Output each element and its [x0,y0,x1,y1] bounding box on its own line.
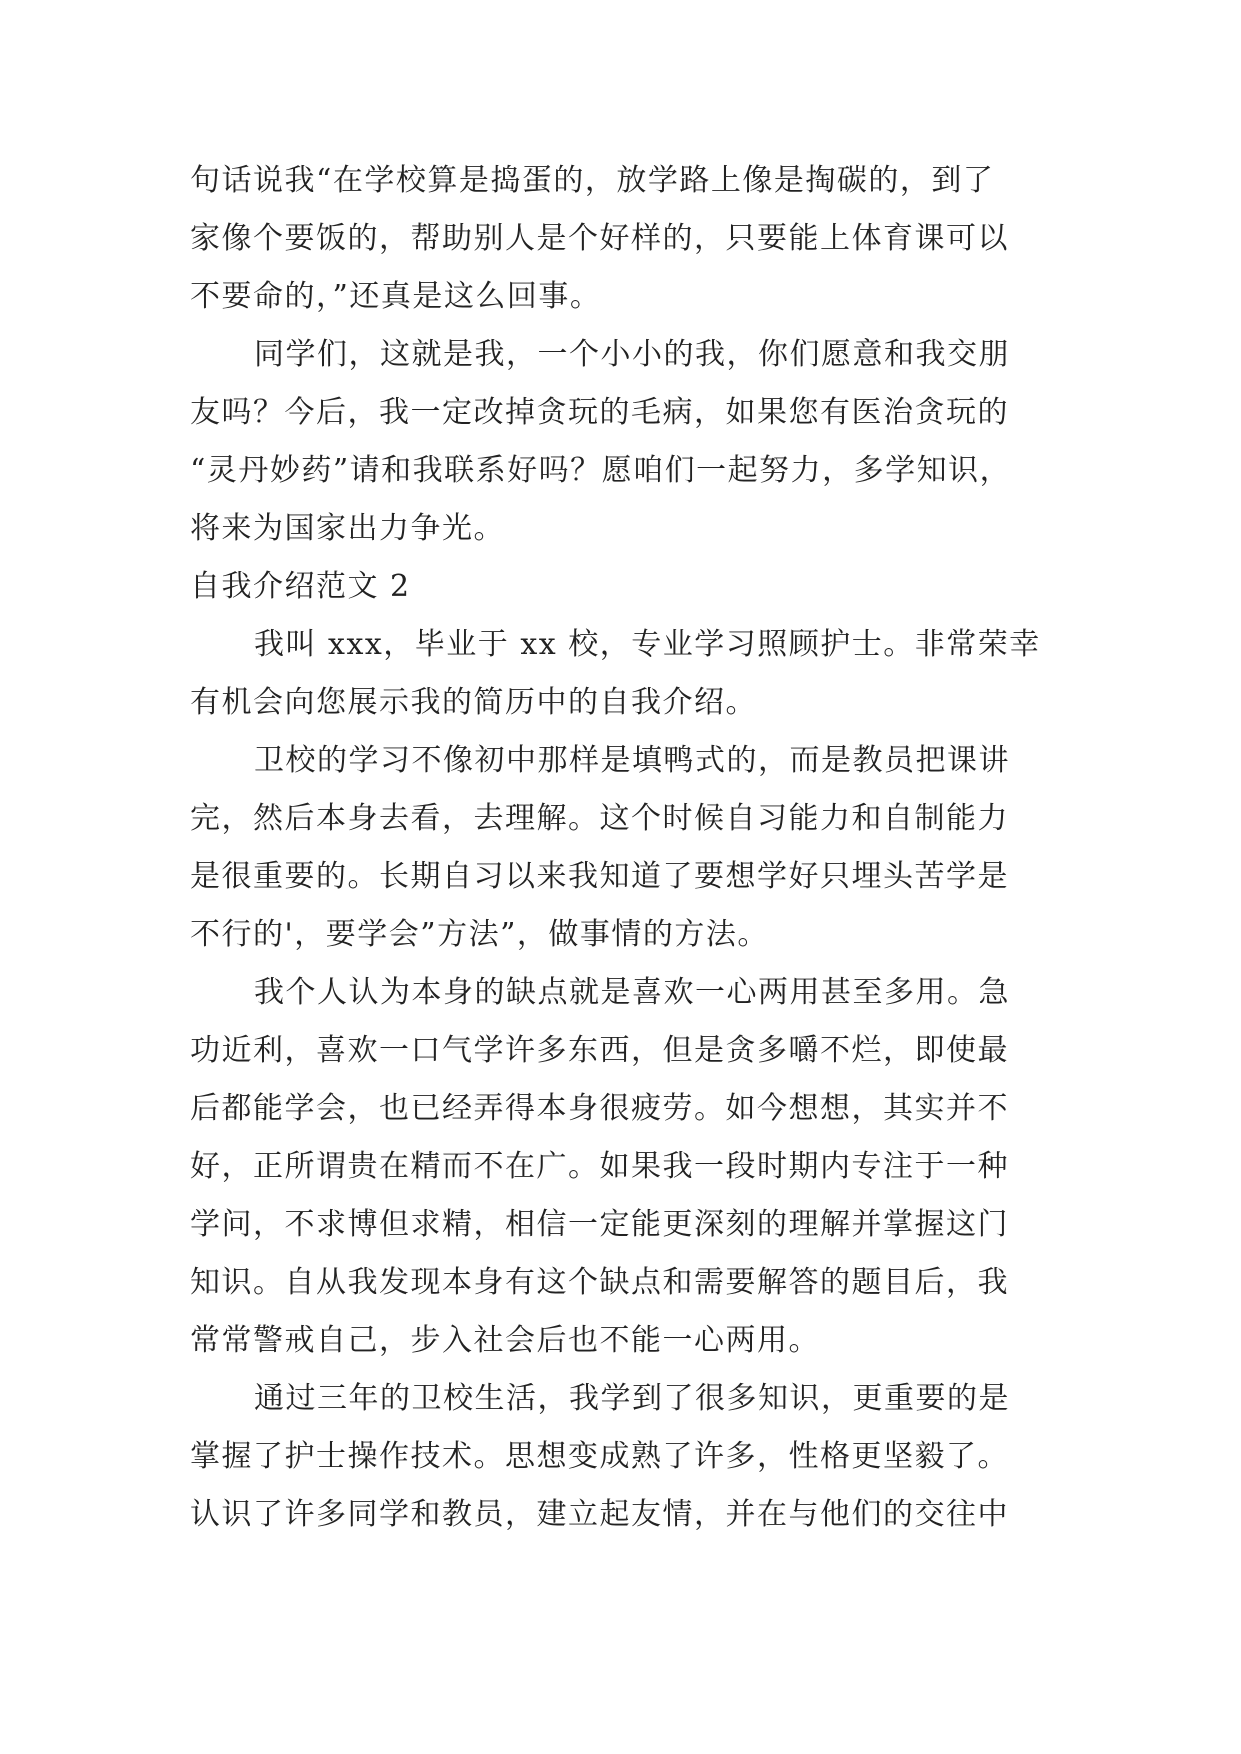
text-line: 家像个要饭的，帮助别人是个好样的，只要能上体育课可以 [190,221,1009,256]
paragraph [190,732,1070,964]
text-line: 掌握了护士操作技术。思想变成熟了许多，性格更坚毅了。 [190,1439,1009,1474]
paragraph [190,964,1070,1370]
document-body [190,152,1070,1544]
text-line: 同学们，这就是我，一个小小的我，你们愿意和我交朋 [254,337,1010,372]
text-line: 友吗？今后，我一定改掉贪玩的毛病，如果您有医治贪玩的 [190,395,1009,430]
text-line: 有机会向您展示我的简历中的自我介绍。 [190,685,757,720]
text-line: 不要命的，”还真是这么回事。 [190,279,602,314]
text-line: 知识。自从我发现本身有这个缺点和需要解答的题目后，我 [190,1265,1009,1300]
text-line: 常常警戒自己，步入社会后也不能一心两用。 [190,1323,820,1358]
paragraph [190,152,1070,326]
text-line: 好，正所谓贵在精而不在广。如果我一段时期内专注于一种 [190,1149,1009,1184]
text-line: 是很重要的。长期自习以来我知道了要想学好只埋头苦学是 [190,859,1009,894]
text-line: 不行的'，要学会”方法”，做事情的方法。 [190,917,769,952]
text-line: 句话说我“在学校算是捣蛋的，放学路上像是掏碳的，到了 [190,163,995,198]
text-line: 卫校的学习不像初中那样是填鸭式的，而是教员把课讲 [254,743,1010,778]
text-line: 学问，不求博但求精，相信一定能更深刻的理解并掌握这门 [190,1207,1009,1242]
text-line: 后都能学会，也已经弄得本身很疲劳。如今想想，其实并不 [190,1091,1009,1126]
text-line: 功近利，喜欢一口气学许多东西，但是贪多嚼不烂，即使最 [190,1033,1009,1068]
paragraph [190,616,1070,732]
text-line: 我个人认为本身的缺点就是喜欢一心两用甚至多用。急 [254,975,1010,1010]
paragraph [190,326,1070,558]
text-line: 完，然后本身去看，去理解。这个时候自习能力和自制能力 [190,801,1009,836]
text-line: 认识了许多同学和教员，建立起友情，并在与他们的交往中 [190,1497,1009,1532]
text-line: 将来为国家出力争光。 [190,511,505,546]
section-heading: 自我介绍范文 2 [190,569,411,604]
text-line: 我叫 xxx，毕业于 xx 校，专业学习照顾护士。非常荣幸 [254,627,1041,662]
text-line: “灵丹妙药”请和我联系好吗？愿咱们一起努力，多学知识， [190,453,1012,488]
text-line: 通过三年的卫校生活，我学到了很多知识，更重要的是 [254,1381,1010,1416]
paragraph [190,1370,1070,1544]
